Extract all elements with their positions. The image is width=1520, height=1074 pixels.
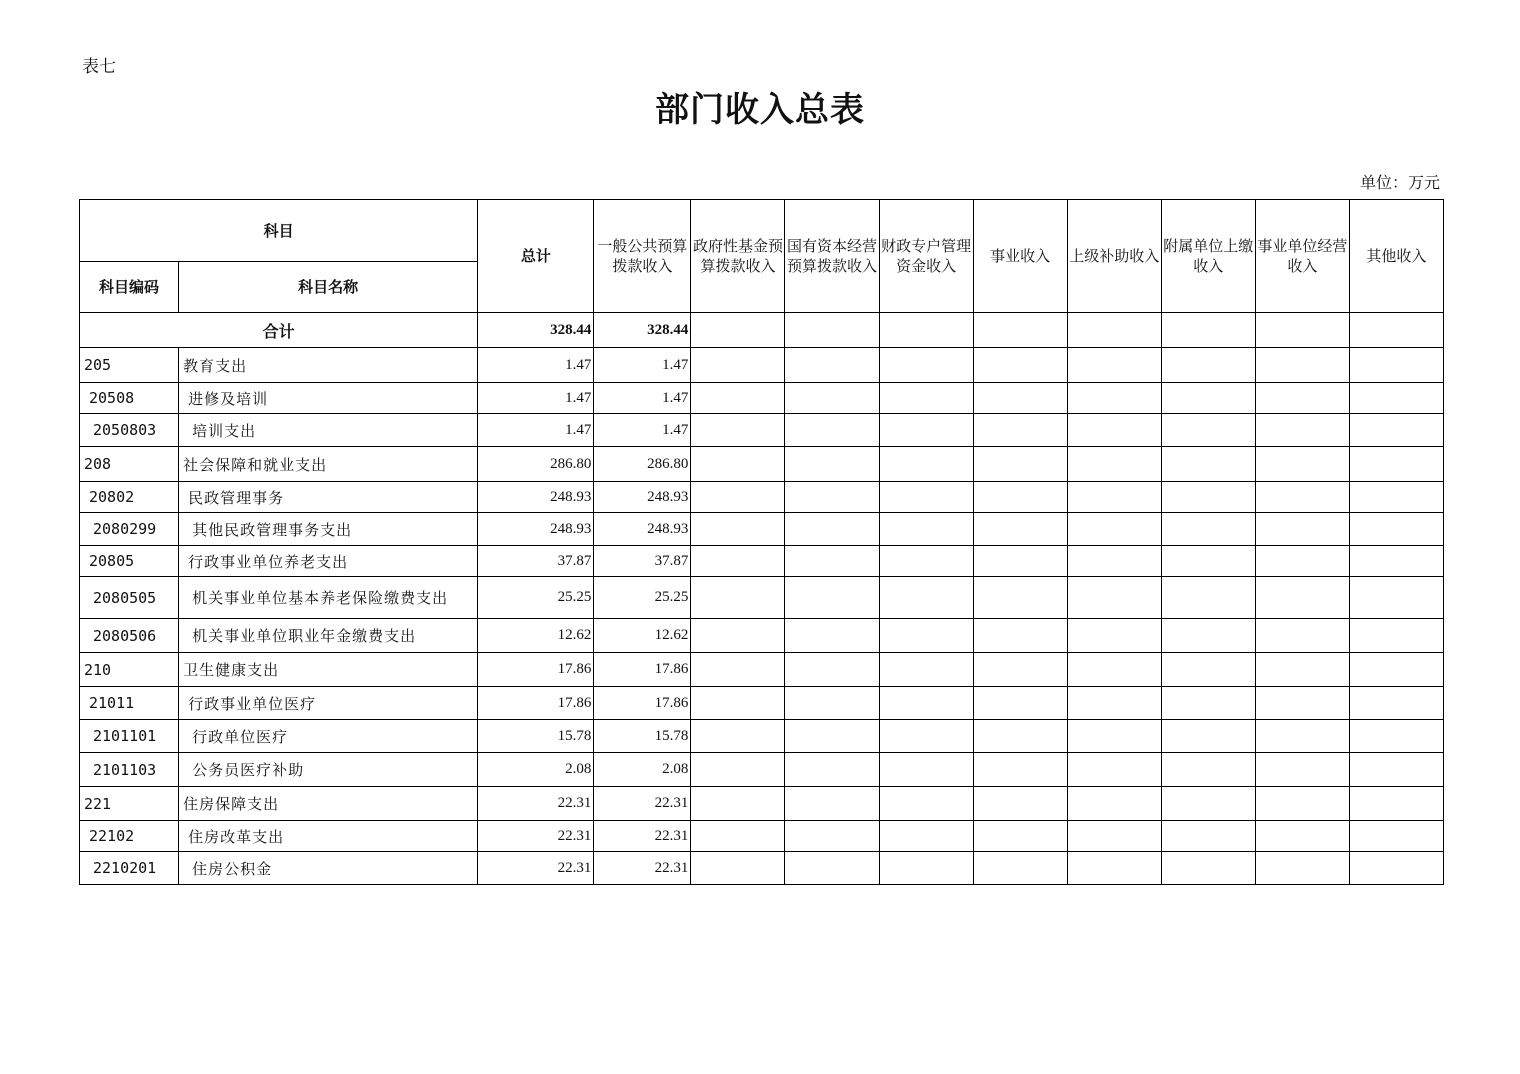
empty-cell	[879, 383, 973, 414]
empty-cell	[1067, 787, 1161, 821]
subject-name-cell: 民政管理事务	[179, 482, 478, 513]
empty-cell	[1067, 482, 1161, 513]
empty-cell	[1255, 653, 1349, 687]
empty-cell	[785, 482, 879, 513]
empty-cell	[1255, 383, 1349, 414]
subject-name-cell: 卫生健康支出	[179, 653, 478, 687]
total-cell: 248.93	[478, 513, 594, 546]
total-label: 合计	[80, 313, 478, 348]
empty-cell	[879, 852, 973, 885]
empty-cell	[691, 447, 785, 482]
empty-cell	[691, 414, 785, 447]
empty-cell	[1255, 348, 1349, 383]
empty-cell	[1067, 577, 1161, 619]
total-cell: 17.86	[478, 687, 594, 720]
general-budget-cell: 17.86	[594, 653, 691, 687]
total-cell: 1.47	[478, 348, 594, 383]
empty-cell	[973, 513, 1067, 546]
empty-cell	[973, 787, 1067, 821]
empty-cell	[1161, 821, 1255, 852]
empty-cell	[879, 720, 973, 753]
empty-cell	[1067, 348, 1161, 383]
empty-cell	[1255, 821, 1349, 852]
table-number: 表七	[82, 57, 116, 77]
table-row	[80, 619, 1444, 653]
empty-cell	[1255, 619, 1349, 653]
subject-name-cell: 行政事业单位养老支出	[179, 546, 478, 577]
empty-cell	[1255, 852, 1349, 885]
table-row	[80, 720, 1444, 753]
table-row	[80, 821, 1444, 852]
total-cell: 1.47	[478, 414, 594, 447]
empty-cell	[1067, 546, 1161, 577]
total-sum-cell: 328.44	[478, 313, 594, 348]
empty-cell	[1161, 753, 1255, 787]
table-row	[80, 414, 1444, 447]
total-cell: 22.31	[478, 821, 594, 852]
general-budget-cell: 1.47	[594, 383, 691, 414]
header-subject-code: 科目编码	[80, 262, 179, 313]
empty-cell	[1349, 513, 1443, 546]
empty-cell	[1161, 348, 1255, 383]
empty-cell	[1161, 787, 1255, 821]
empty-cell	[691, 852, 785, 885]
empty-cell	[1349, 482, 1443, 513]
header-subject-name: 科目名称	[179, 262, 478, 313]
general-budget-cell: 25.25	[594, 577, 691, 619]
empty-cell	[973, 313, 1067, 348]
empty-cell	[1161, 482, 1255, 513]
table-row	[80, 513, 1444, 546]
total-cell: 22.31	[478, 787, 594, 821]
empty-cell	[1067, 619, 1161, 653]
subject-name-cell: 机关事业单位职业年金缴费支出	[179, 619, 478, 653]
empty-cell	[973, 348, 1067, 383]
table-row	[80, 787, 1444, 821]
header-superior-subsidy: 上级补助收入	[1067, 200, 1161, 313]
general-budget-cell: 22.31	[594, 821, 691, 852]
subject-name-cell: 机关事业单位基本养老保险缴费支出	[179, 577, 478, 619]
empty-cell	[1349, 313, 1443, 348]
empty-cell	[785, 653, 879, 687]
empty-cell	[1067, 852, 1161, 885]
table-row	[80, 653, 1444, 687]
empty-cell	[785, 577, 879, 619]
table-row	[80, 577, 1444, 619]
total-cell: 1.47	[478, 383, 594, 414]
empty-cell	[1349, 577, 1443, 619]
empty-cell	[1067, 414, 1161, 447]
empty-cell	[1255, 577, 1349, 619]
general-budget-cell: 15.78	[594, 720, 691, 753]
empty-cell	[691, 513, 785, 546]
empty-cell	[785, 383, 879, 414]
subject-code-cell: 221	[80, 787, 179, 821]
empty-cell	[973, 577, 1067, 619]
empty-cell	[691, 619, 785, 653]
empty-cell	[785, 720, 879, 753]
empty-cell	[1067, 653, 1161, 687]
empty-cell	[879, 753, 973, 787]
subject-code-cell: 21011	[80, 687, 179, 720]
empty-cell	[785, 687, 879, 720]
total-general-cell: 328.44	[594, 313, 691, 348]
general-budget-cell: 17.86	[594, 687, 691, 720]
empty-cell	[879, 447, 973, 482]
subject-name-cell: 行政事业单位医疗	[179, 687, 478, 720]
general-budget-cell: 248.93	[594, 482, 691, 513]
table-row	[80, 546, 1444, 577]
general-budget-cell: 12.62	[594, 619, 691, 653]
table-row	[80, 383, 1444, 414]
empty-cell	[785, 313, 879, 348]
subject-name-cell: 行政单位医疗	[179, 720, 478, 753]
empty-cell	[785, 821, 879, 852]
subject-code-cell: 2080505	[80, 577, 179, 619]
empty-cell	[785, 546, 879, 577]
empty-cell	[691, 653, 785, 687]
subject-name-cell: 社会保障和就业支出	[179, 447, 478, 482]
empty-cell	[785, 753, 879, 787]
table-row	[80, 687, 1444, 720]
empty-cell	[1161, 653, 1255, 687]
total-row	[80, 313, 1444, 348]
subject-code-cell: 2050803	[80, 414, 179, 447]
subject-code-cell: 20802	[80, 482, 179, 513]
table-row	[80, 447, 1444, 482]
empty-cell	[879, 619, 973, 653]
subject-name-cell: 住房公积金	[179, 852, 478, 885]
empty-cell	[879, 513, 973, 546]
empty-cell	[785, 348, 879, 383]
empty-cell	[691, 687, 785, 720]
total-cell: 17.86	[478, 653, 594, 687]
header-affiliated: 附属单位上缴收入	[1161, 200, 1255, 313]
empty-cell	[1255, 447, 1349, 482]
subject-code-cell: 2101101	[80, 720, 179, 753]
empty-cell	[1067, 687, 1161, 720]
empty-cell	[973, 720, 1067, 753]
empty-cell	[691, 383, 785, 414]
empty-cell	[691, 348, 785, 383]
empty-cell	[785, 787, 879, 821]
empty-cell	[1349, 653, 1443, 687]
subject-name-cell: 公务员医疗补助	[179, 753, 478, 787]
subject-code-cell: 20508	[80, 383, 179, 414]
empty-cell	[785, 852, 879, 885]
total-cell: 286.80	[478, 447, 594, 482]
empty-cell	[1161, 687, 1255, 720]
empty-cell	[879, 348, 973, 383]
empty-cell	[1349, 852, 1443, 885]
unit-label: 单位：万元	[1359, 173, 1440, 192]
empty-cell	[1349, 383, 1443, 414]
total-cell: 15.78	[478, 720, 594, 753]
subject-code-cell: 2210201	[80, 852, 179, 885]
empty-cell	[1161, 720, 1255, 753]
empty-cell	[1349, 787, 1443, 821]
subject-name-cell: 培训支出	[179, 414, 478, 447]
empty-cell	[1067, 821, 1161, 852]
header-state-capital: 国有资本经营预算拨款收入	[785, 200, 879, 313]
empty-cell	[1255, 787, 1349, 821]
subject-name-cell: 教育支出	[179, 348, 478, 383]
empty-cell	[1349, 687, 1443, 720]
header-gov-fund: 政府性基金预算拨款收入	[691, 200, 785, 313]
empty-cell	[691, 753, 785, 787]
empty-cell	[973, 687, 1067, 720]
total-cell: 12.62	[478, 619, 594, 653]
general-budget-cell: 22.31	[594, 787, 691, 821]
empty-cell	[785, 619, 879, 653]
empty-cell	[973, 653, 1067, 687]
empty-cell	[879, 577, 973, 619]
empty-cell	[1067, 753, 1161, 787]
empty-cell	[1349, 414, 1443, 447]
table-row	[80, 482, 1444, 513]
empty-cell	[1255, 687, 1349, 720]
empty-cell	[1255, 753, 1349, 787]
empty-cell	[879, 653, 973, 687]
empty-cell	[691, 577, 785, 619]
general-budget-cell: 37.87	[594, 546, 691, 577]
subject-name-cell: 其他民政管理事务支出	[179, 513, 478, 546]
table-row	[80, 348, 1444, 383]
empty-cell	[1067, 383, 1161, 414]
empty-cell	[879, 787, 973, 821]
empty-cell	[785, 447, 879, 482]
header-total: 总计	[478, 200, 594, 313]
header-subject: 科目	[80, 200, 478, 262]
empty-cell	[879, 546, 973, 577]
empty-cell	[879, 821, 973, 852]
subject-code-cell: 2080299	[80, 513, 179, 546]
empty-cell	[1161, 852, 1255, 885]
header-business: 事业收入	[973, 200, 1067, 313]
header-fiscal-special: 财政专户管理资金收入	[879, 200, 973, 313]
empty-cell	[1067, 447, 1161, 482]
total-cell: 22.31	[478, 852, 594, 885]
empty-cell	[1349, 348, 1443, 383]
subject-code-cell: 20805	[80, 546, 179, 577]
subject-code-cell: 22102	[80, 821, 179, 852]
subject-name-cell: 住房保障支出	[179, 787, 478, 821]
empty-cell	[1255, 482, 1349, 513]
empty-cell	[691, 482, 785, 513]
empty-cell	[973, 414, 1067, 447]
empty-cell	[973, 383, 1067, 414]
subject-code-cell: 210	[80, 653, 179, 687]
empty-cell	[973, 482, 1067, 513]
total-cell: 37.87	[478, 546, 594, 577]
subject-name-cell: 进修及培训	[179, 383, 478, 414]
empty-cell	[1161, 313, 1255, 348]
empty-cell	[1067, 513, 1161, 546]
subject-code-cell: 2101103	[80, 753, 179, 787]
empty-cell	[973, 821, 1067, 852]
subject-code-cell: 208	[80, 447, 179, 482]
empty-cell	[879, 482, 973, 513]
general-budget-cell: 248.93	[594, 513, 691, 546]
header-general-budget: 一般公共预算拨款收入	[594, 200, 691, 313]
empty-cell	[1161, 383, 1255, 414]
total-cell: 2.08	[478, 753, 594, 787]
empty-cell	[1349, 753, 1443, 787]
empty-cell	[1255, 513, 1349, 546]
empty-cell	[1255, 414, 1349, 447]
table-row	[80, 753, 1444, 787]
general-budget-cell: 22.31	[594, 852, 691, 885]
empty-cell	[973, 852, 1067, 885]
empty-cell	[1349, 821, 1443, 852]
table-row	[80, 852, 1444, 885]
total-cell: 25.25	[478, 577, 594, 619]
subject-name-cell: 住房改革支出	[179, 821, 478, 852]
page-title: 部门收入总表	[655, 90, 865, 130]
empty-cell	[1161, 619, 1255, 653]
empty-cell	[785, 414, 879, 447]
empty-cell	[1255, 313, 1349, 348]
general-budget-cell: 1.47	[594, 348, 691, 383]
header-business-operation: 事业单位经营收入	[1255, 200, 1349, 313]
empty-cell	[1349, 619, 1443, 653]
empty-cell	[1161, 447, 1255, 482]
empty-cell	[1161, 546, 1255, 577]
empty-cell	[879, 313, 973, 348]
subject-code-cell: 205	[80, 348, 179, 383]
empty-cell	[691, 313, 785, 348]
empty-cell	[879, 414, 973, 447]
empty-cell	[1161, 577, 1255, 619]
empty-cell	[691, 546, 785, 577]
subject-code-cell: 2080506	[80, 619, 179, 653]
general-budget-cell: 286.80	[594, 447, 691, 482]
empty-cell	[1255, 546, 1349, 577]
empty-cell	[1161, 414, 1255, 447]
empty-cell	[973, 447, 1067, 482]
empty-cell	[1255, 720, 1349, 753]
header-other: 其他收入	[1349, 200, 1443, 313]
empty-cell	[1067, 720, 1161, 753]
total-cell: 248.93	[478, 482, 594, 513]
empty-cell	[691, 787, 785, 821]
empty-cell	[1349, 447, 1443, 482]
empty-cell	[879, 687, 973, 720]
general-budget-cell: 1.47	[594, 414, 691, 447]
empty-cell	[1067, 313, 1161, 348]
general-budget-cell: 2.08	[594, 753, 691, 787]
empty-cell	[973, 753, 1067, 787]
empty-cell	[1349, 720, 1443, 753]
empty-cell	[1161, 513, 1255, 546]
empty-cell	[1349, 546, 1443, 577]
income-summary-table	[79, 199, 1444, 885]
empty-cell	[973, 619, 1067, 653]
empty-cell	[785, 513, 879, 546]
empty-cell	[691, 821, 785, 852]
empty-cell	[691, 720, 785, 753]
empty-cell	[973, 546, 1067, 577]
